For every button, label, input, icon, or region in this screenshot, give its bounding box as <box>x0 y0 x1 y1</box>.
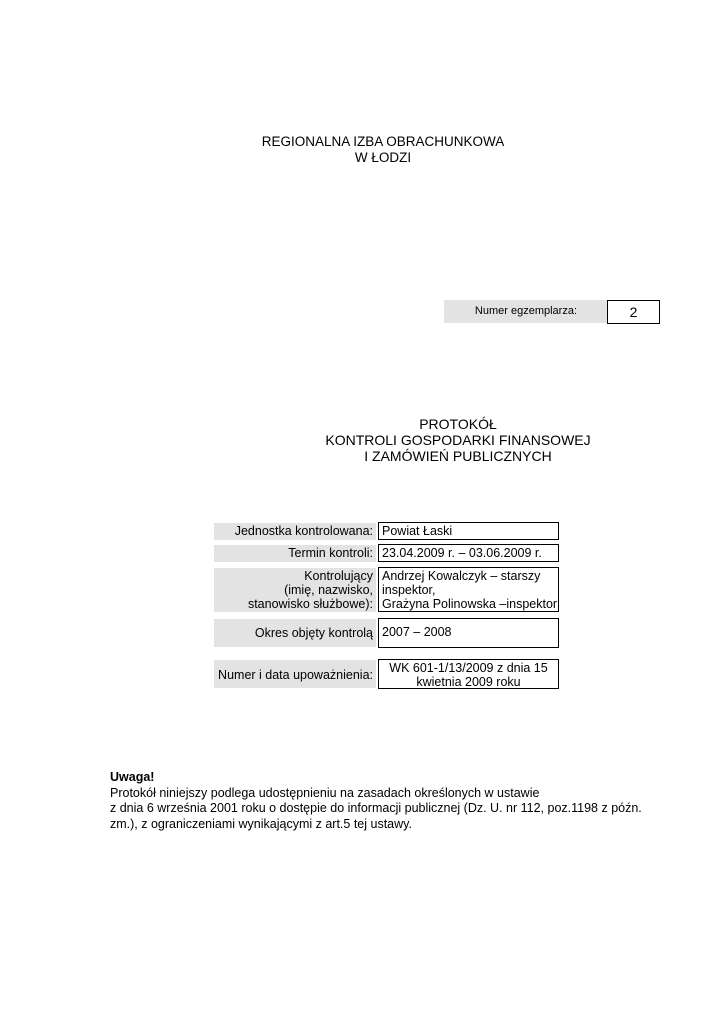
unit-label: Jednostka kontrolowana: <box>214 523 376 540</box>
inspectors-label-line: (imię, nazwisko, <box>284 583 373 597</box>
term-value: 23.04.2009 r. – 03.06.2009 r. <box>378 544 559 562</box>
institution-header <box>0 134 724 166</box>
note-heading: Uwaga! <box>110 770 155 784</box>
inspectors-value-line: inspektor, <box>382 583 436 597</box>
title-line-3: I ZAMÓWIEŃ PUBLICZNYCH <box>364 448 552 464</box>
note-line: Protokół niniejszy podlega udostępnieniu na zasadach określonych w ustawie <box>110 785 540 800</box>
note-line: z dnia 6 września 2001 roku o dostępie do informacji publicznej (Dz. U. nr 112, poz.1198 z późn. <box>110 801 642 815</box>
inspectors-value-line: Grażyna Polinowska –inspektor <box>382 597 558 611</box>
note-line: zm.), z ograniczeniami wynikającymi z art.5 tej ustawy. <box>110 816 412 831</box>
inspectors-label-line: Kontrolujący <box>304 569 373 583</box>
inspectors-label-line: stanowisko służbowe): <box>247 597 373 611</box>
authorization-label: Numer i data upoważnienia: <box>214 660 376 688</box>
authorization-value-line: WK 601-1/13/2009 z dnia 15 <box>389 661 548 675</box>
period-label: Okres objęty kontrolą <box>214 619 376 647</box>
unit-value: Powiat Łaski <box>378 522 559 540</box>
title-line-1: PROTOKÓŁ <box>419 416 497 432</box>
institution-city: W ŁODZI <box>354 150 412 165</box>
copy-number-value: 2 <box>607 300 660 324</box>
period-value: 2007 – 2008 <box>378 618 559 648</box>
inspectors-value-line: Andrzej Kowalczyk – starszy <box>382 569 541 583</box>
authorization-value <box>378 659 559 689</box>
document-title <box>280 416 636 464</box>
term-label: Termin kontroli: <box>214 545 376 562</box>
disclosure-note <box>110 770 650 832</box>
inspectors-label <box>214 568 376 612</box>
copy-number-label: Numer egzemplarza: <box>444 300 607 323</box>
authorization-value-line: kwietnia 2009 roku <box>416 675 521 689</box>
inspectors-value <box>378 567 559 612</box>
title-line-2: KONTROLI GOSPODARKI FINANSOWEJ <box>325 432 591 448</box>
institution-name: REGIONALNA IZBA OBRACHUNKOWA <box>261 134 505 149</box>
